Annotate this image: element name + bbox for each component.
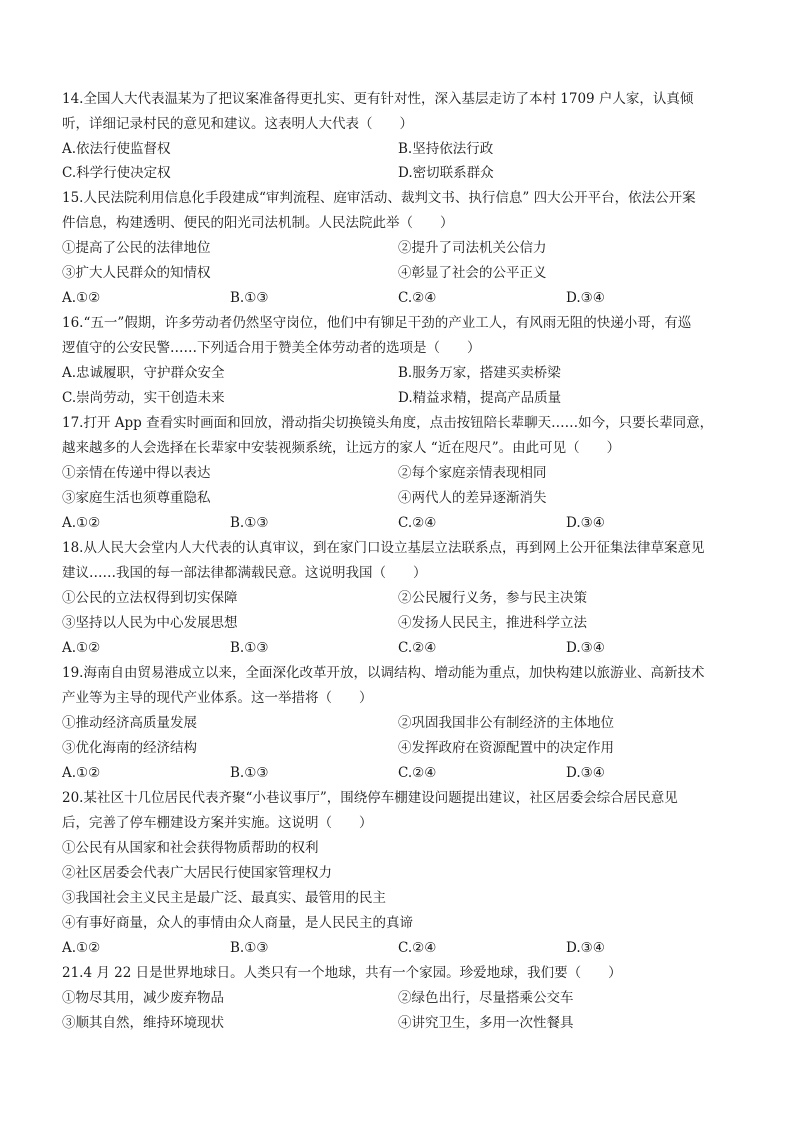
q19-option-d: D.③④	[566, 765, 605, 781]
q14-option-c: C.科学行使决定权	[62, 165, 171, 181]
q18-statement-1: ①公民的立法权得到切实保障	[62, 590, 238, 606]
q21-stem-line1: 21.4 月 22 日是世界地球日。人类只有一个地球，共有一个家园。珍爱地球，我们要（ ）	[62, 965, 622, 981]
q18-statement-4: ④发扬人民民主，推进科学立法	[398, 615, 587, 631]
q18-option-c: C.②④	[398, 640, 437, 656]
q19-option-b: B.①③	[230, 765, 269, 781]
q21-statement-1: ①物尽其用，减少废弃物品	[62, 990, 224, 1006]
q18-option-a: A.①②	[62, 640, 101, 656]
q19-stem-line1: 19.海南自由贸易港成立以来，全面深化改革开放，以调结构、增动能为重点，加快构建以旅游业、高新技术	[62, 665, 705, 681]
q15-statement-2: ②提升了司法机关公信力	[398, 240, 547, 256]
q17-option-c: C.②④	[398, 515, 437, 531]
q20-stem-line1: 20.某社区十几位居民代表齐聚“小巷议事厅”，围绕停车棚建设问题提出建议，社区居委会综合居民意见	[62, 790, 678, 806]
q15-option-c: C.②④	[398, 290, 437, 306]
q18-statement-3: ③坚持以人民为中心发展思想	[62, 615, 238, 631]
q20-stem-line2: 后，完善了停车棚建设方案并实施。这说明（ ）	[62, 815, 373, 831]
q19-statement-2: ②巩固我国非公有制经济的主体地位	[398, 715, 614, 731]
q18-option-d: D.③④	[566, 640, 605, 656]
q17-statement-3: ③家庭生活也须尊重隐私	[62, 490, 211, 506]
q15-statement-1: ①提高了公民的法律地位	[62, 240, 211, 256]
q21-statement-2: ②绿色出行，尽量搭乘公交车	[398, 990, 574, 1006]
q15-statement-3: ③扩大人民群众的知情权	[62, 265, 211, 281]
q19-option-c: C.②④	[398, 765, 437, 781]
q20-statement-2: ②社区居委会代表广大居民行使国家管理权力	[62, 865, 332, 881]
q16-option-a: A.忠诚履职，守护群众安全	[62, 365, 225, 381]
q15-stem-line2: 件信息，构建透明、便民的阳光司法机制。人民法院此举（ ）	[62, 215, 454, 231]
q19-statement-1: ①推动经济高质量发展	[62, 715, 197, 731]
q14-option-d: D.密切联系群众	[398, 165, 494, 181]
q14-option-b: B.坚持依法行政	[398, 141, 494, 157]
q20-option-a: A.①②	[62, 940, 101, 956]
q17-statement-4: ④两代人的差异逐渐消失	[398, 490, 547, 506]
q18-option-b: B.①③	[230, 640, 269, 656]
q17-option-a: A.①②	[62, 515, 101, 531]
q20-statement-3: ③我国社会主义民主是最广泛、最真实、最管用的民主	[62, 890, 386, 906]
q20-statement-4: ④有事好商量，众人的事情由众人商量，是人民民主的真谛	[62, 915, 413, 931]
q19-statement-3: ③优化海南的经济结构	[62, 740, 197, 756]
q19-option-a: A.①②	[62, 765, 101, 781]
q19-stem-line2: 产业等为主导的现代产业体系。这一举措将（ ）	[62, 690, 373, 706]
q16-stem-line1: 16.“五一”假期，许多劳动者仍然坚守岗位，他们中有铆足干劲的产业工人，有风雨无阻的快递小哥，有巡	[62, 315, 692, 331]
q17-statement-1: ①亲情在传递中得以表达	[62, 465, 211, 481]
q20-option-b: B.①③	[230, 940, 269, 956]
q20-option-c: C.②④	[398, 940, 437, 956]
q17-option-b: B.①③	[230, 515, 269, 531]
q14-stem-line2: 听，详细记录村民的意见和建议。这表明人大代表（ ）	[62, 116, 413, 132]
q18-stem-line2: 建议……我国的每一部法律都满载民意。这说明我国（ ）	[62, 565, 427, 581]
q17-stem-line1: 17.打开 App 查看实时画面和回放，滑动指尖切换镜头角度，点击按钮陪长辈聊天……如今，只要长辈同意，	[62, 415, 714, 431]
q15-statement-4: ④彰显了社会的公平正义	[398, 265, 547, 281]
q21-statement-4: ④讲究卫生，多用一次性餐具	[398, 1015, 574, 1031]
q15-stem-line1: 15.人民法院利用信息化手段建成“审判流程、庭审活动、裁判文书、执行信息” 四大公开平台，依法公开案	[62, 190, 696, 206]
q20-option-d: D.③④	[566, 940, 605, 956]
q18-stem-line1: 18.从人民大会堂内人大代表的认真审议，到在家门口设立基层立法联系点，再到网上公开征集法律草案意见	[62, 540, 705, 556]
q16-option-b: B.服务万家，搭建买卖桥梁	[398, 365, 561, 381]
q15-option-b: B.①③	[230, 290, 269, 306]
q17-stem-line2: 越来越多的人会选择在长辈家中安装视频系统，让远方的家人 “近在咫尺”。由此可见（ ）	[62, 440, 621, 456]
q14-option-a: A.依法行使监督权	[62, 141, 171, 157]
q16-stem-line2: 逻值守的公安民警……下列适合用于赞美全体劳动者的选项是（ ）	[62, 340, 481, 356]
q17-option-d: D.③④	[566, 515, 605, 531]
q15-option-a: A.①②	[62, 290, 101, 306]
q16-option-c: C.崇尚劳动，实干创造未来	[62, 390, 225, 406]
q19-statement-4: ④发挥政府在资源配置中的决定作用	[398, 740, 614, 756]
q17-statement-2: ②每个家庭亲情表现相同	[398, 465, 547, 481]
q16-option-d: D.精益求精，提高产品质量	[398, 390, 562, 406]
q14-stem-line1: 14.全国人大代表温某为了把议案准备得更扎实、更有针对性，深入基层走访了本村 1709 户人家，认真倾	[62, 91, 694, 107]
q21-statement-3: ③顺其自然，维持环境现状	[62, 1015, 224, 1031]
q18-statement-2: ②公民履行义务，参与民主决策	[398, 590, 587, 606]
q15-option-d: D.③④	[566, 290, 605, 306]
q20-statement-1: ①公民有从国家和社会获得物质帮助的权利	[62, 840, 319, 856]
